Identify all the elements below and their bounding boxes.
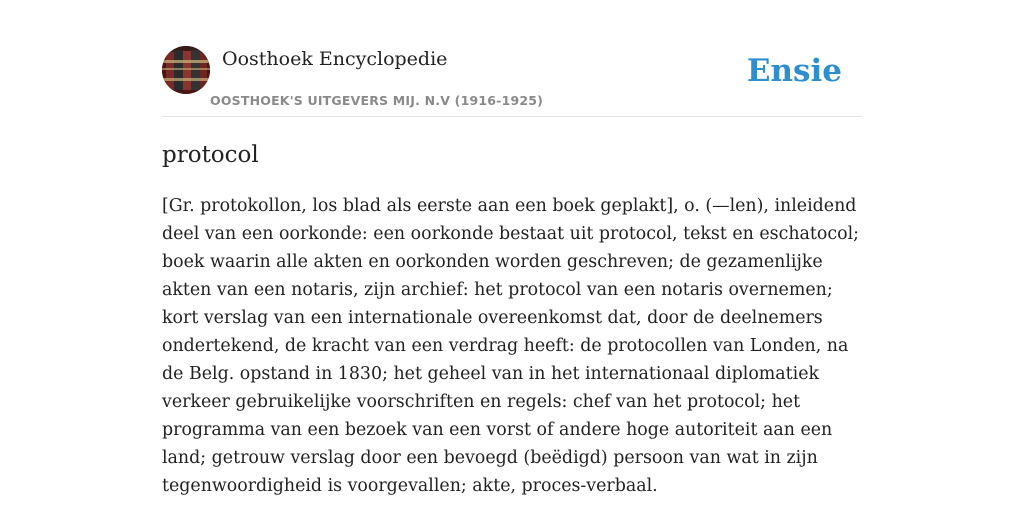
publisher-label: OOSTHOEK'S UITGEVERS MIJ. N.V (1916-1925) bbox=[210, 93, 544, 108]
brand-logo[interactable]: Ensie bbox=[746, 53, 842, 89]
source-title[interactable]: Oosthoek Encyclopedie bbox=[222, 48, 448, 70]
book-spines-icon bbox=[162, 46, 210, 94]
source-header bbox=[162, 46, 862, 117]
entry-body: [Gr. protokollon, los blad als eerste aan een boek geplakt], o. (—len), inleidend deel van een oorkonde: een oorkonde bestaat uit protocol, tekst en eschatocol; boek waarin alle akten en oorkonden worden geschreven; de gezamenlijke akten van een notaris, zijn archief: het protocol van een notaris overnemen; kort verslag van een internationale overeenkomst dat, door de deelnemers ondertekend, de kracht van een verdrag heeft: de protocollen van Londen, na de Belg. opstand in 1830; het geheel van in het internationaal diplomatiek verkeer gebruikelijke voorschriften en regels: chef van het protocol; het programma van een bezoek van een vorst of andere hoge autoriteit aan een land; getrouw verslag door een bevoegd (beëdigd) persoon van wat in zijn tegenwoordigheid is voorgevallen; akte, proces-verbaal. bbox=[162, 196, 860, 496]
source-avatar[interactable] bbox=[162, 46, 210, 94]
entry-title: protocol bbox=[162, 142, 259, 168]
